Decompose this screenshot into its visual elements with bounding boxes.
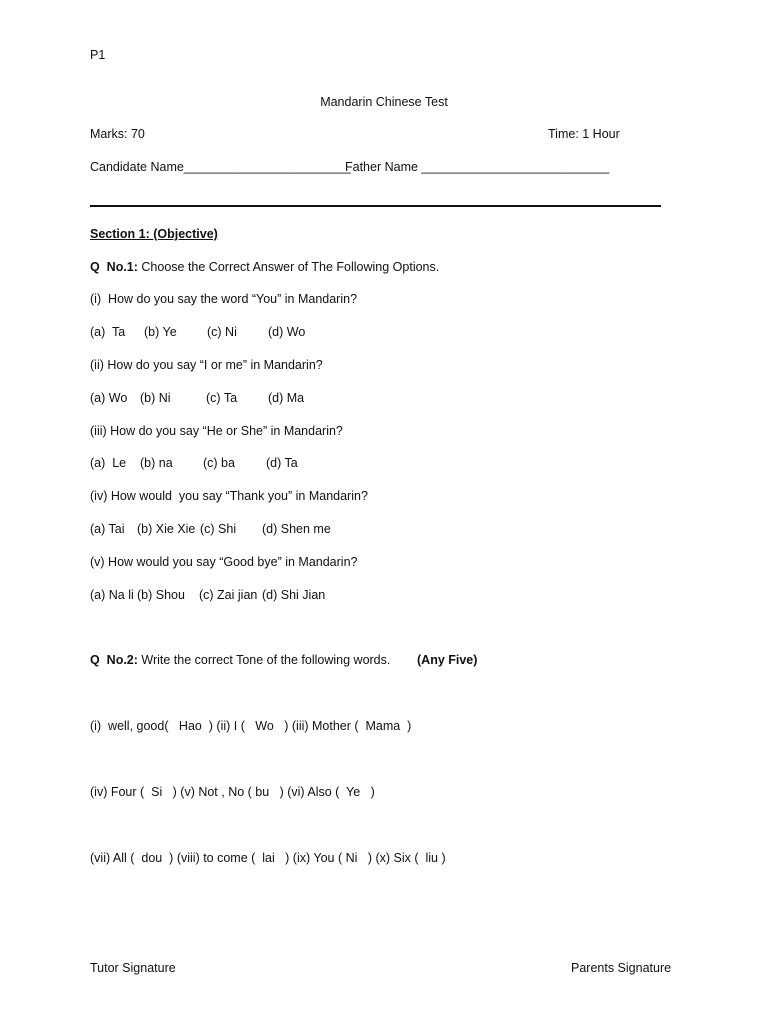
question-2-number: Q No.2:	[90, 653, 138, 667]
mcq-option: (b) Ni	[140, 391, 171, 405]
question-1-prompt: Choose the Correct Answer of The Following Options.	[137, 260, 440, 274]
mcq-option: (c) Ni	[207, 325, 237, 339]
question-2-prompt: Write the correct Tone of the following words.	[137, 653, 391, 667]
time-label: Time: 1 Hour	[548, 127, 620, 141]
page-label: P1	[90, 48, 106, 62]
mcq-question: (ii) How do you say “I or me” in Mandarin?	[90, 358, 323, 372]
mcq-option: (a) Wo	[90, 391, 128, 405]
question-2-header	[90, 652, 390, 668]
mcq-question: (v) How would you say “Good bye” in Mandarin?	[90, 555, 358, 569]
mcq-option: (b) Xie Xie	[137, 522, 196, 536]
mcq-option: (a) Ta	[90, 325, 126, 339]
marks-label: Marks: 70	[90, 127, 145, 141]
section-heading: Section 1: (Objective)	[90, 227, 218, 241]
father-name-field: Father Name ___________________________	[345, 160, 610, 174]
tone-line: (vii) All ( dou ) (viii) to come ( lai ) (ix) You ( Ni ) (x) Six ( liu )	[90, 851, 446, 865]
mcq-option: (d) Ma	[268, 391, 305, 405]
mcq-option: (b) Shou	[137, 588, 185, 602]
mcq-option: (c) ba	[203, 456, 235, 470]
mcq-option: (d) Ta	[266, 456, 298, 470]
mcq-question: (iii) How do you say “He or She” in Mandarin?	[90, 424, 343, 438]
question-1-number: Q No.1:	[90, 260, 138, 274]
mcq-option: (d) Shi Jian	[262, 588, 326, 602]
mcq-option: (c) Shi	[200, 522, 237, 536]
header-divider	[90, 205, 661, 207]
mcq-option: (b) Ye	[144, 325, 177, 339]
mcq-option: (a) Tai	[90, 522, 125, 536]
page-title: Mandarin Chinese Test	[320, 95, 448, 109]
mcq-option: (a) Na li	[90, 588, 134, 602]
mcq-question: (i) How do you say the word “You” in Mandarin?	[90, 292, 358, 306]
mcq-option: (d) Shen me	[262, 522, 331, 536]
parents-signature-label: Parents Signature	[571, 961, 672, 975]
candidate-name-field: Candidate Name________________________	[90, 160, 351, 174]
mcq-option: (c) Zai jian	[199, 588, 258, 602]
mcq-option: (b) na	[140, 456, 173, 470]
question-1-header	[90, 259, 439, 275]
tutor-signature-label: Tutor Signature	[90, 961, 176, 975]
tone-line: (i) well, good( Hao ) (ii) I ( Wo ) (iii) Mother ( Mama )	[90, 719, 412, 733]
mcq-question: (iv) How would you say “Thank you” in Mandarin?	[90, 489, 368, 503]
tone-line: (iv) Four ( Si ) (v) Not , No ( bu ) (vi) Also ( Ye )	[90, 785, 375, 799]
mcq-option: (a) Le	[90, 456, 127, 470]
mcq-option: (d) Wo	[268, 325, 306, 339]
question-2-note: (Any Five)	[417, 653, 478, 667]
mcq-option: (c) Ta	[206, 391, 238, 405]
